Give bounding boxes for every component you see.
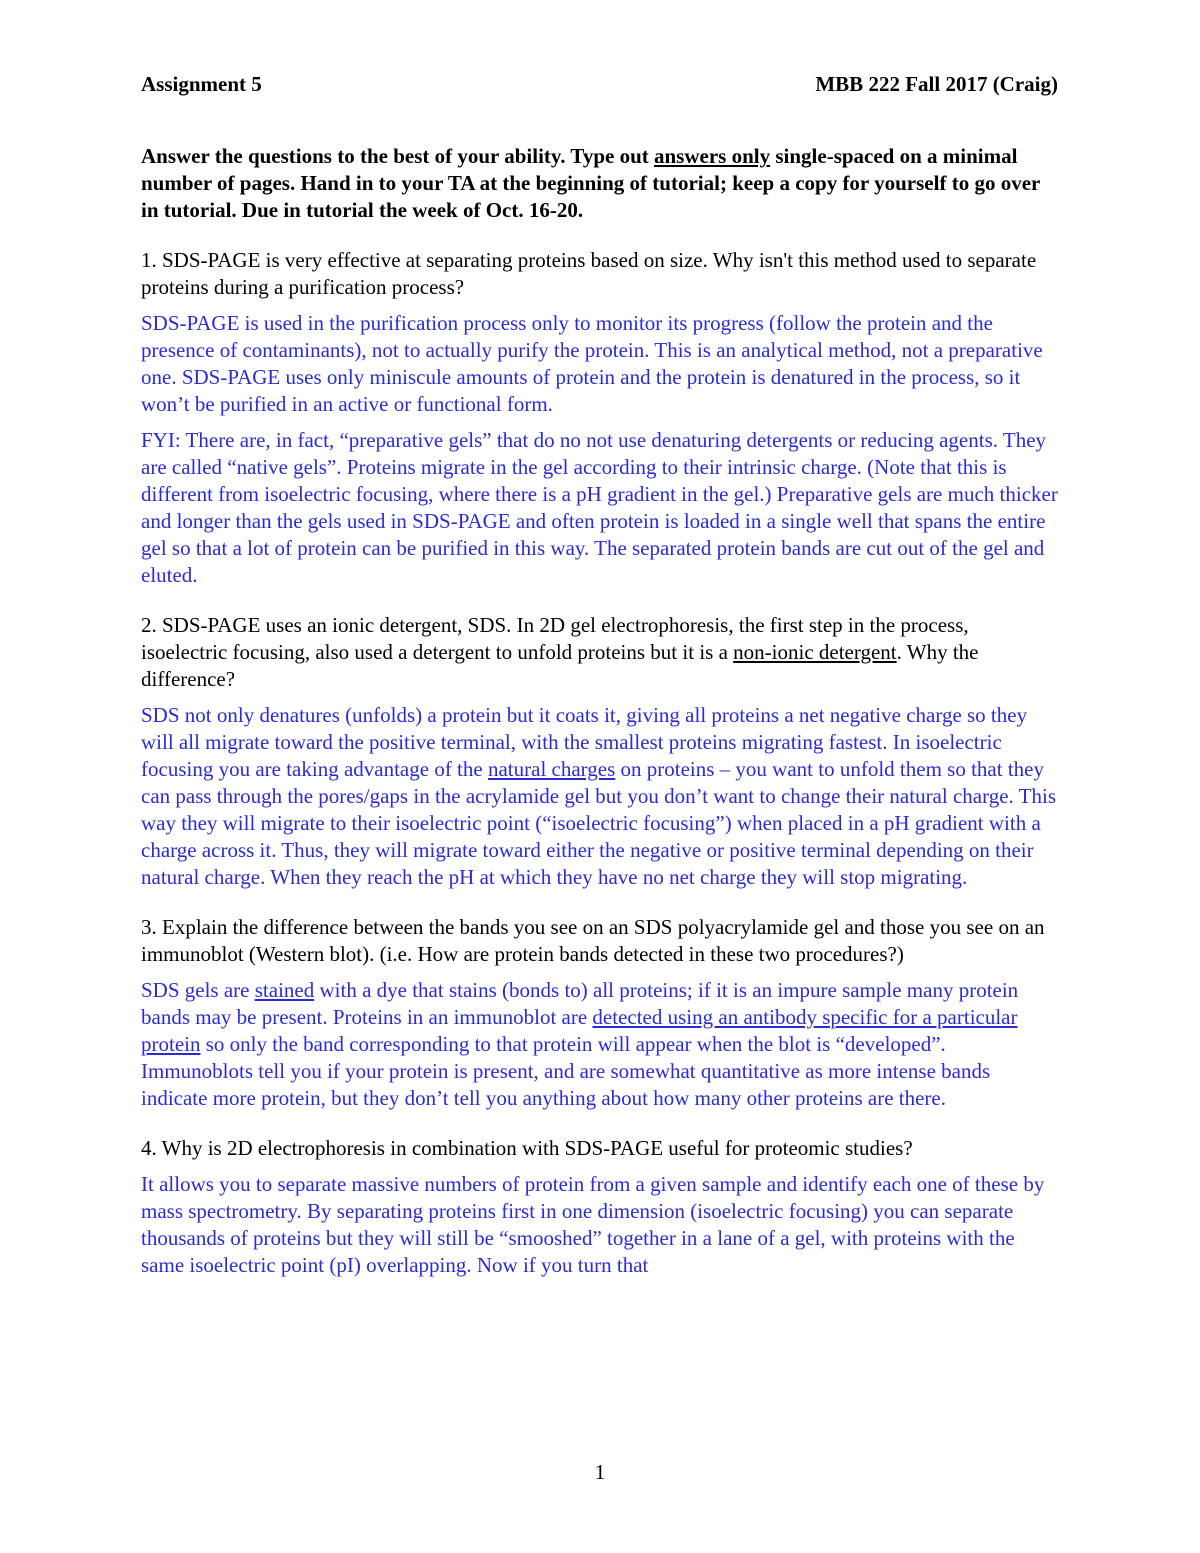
answer-2-underlined: natural charges: [487, 757, 616, 781]
question-2-text-2: . Why the difference?: [141, 640, 979, 691]
question-1: 1. SDS-PAGE is very effective at separating proteins based on size. Why isn't this method used to separate proteins during a purification process?: [141, 248, 1037, 299]
answer-3-underlined-1: stained: [254, 978, 315, 1002]
answer-3: [141, 977, 1059, 1112]
answer-2-text-2: on proteins – you want to unfold them so that they can pass through the pores/gaps in the acrylamide gel but you don’t want to change their natural charge. This way they will migrate to their isoelectric point (“isoelectric focusing”) when placed in a pH gradient with a charge across it. Thus, they will migrate toward either the negative or positive terminal depending on their natural charge. When they reach the pH at which they have no net charge they will stop migrating.: [141, 757, 1056, 889]
answer-1-paragraph-1: SDS-PAGE is used in the purification process only to monitor its progress (follow the protein and the presence of contaminants), not to actually purify the protein. This is an analytical method, not a preparative one. SDS-PAGE uses only miniscule amounts of protein and the protein is denatured in the process, so it won’t be purified in an active or functional form.: [141, 311, 1043, 416]
instructions-text-2: single-spaced on a minimal number of pages. Hand in to your TA at the beginning of tutorial; keep a copy for yourself to go over in tutorial. Due in tutorial the week of Oct. 16-20.: [141, 144, 1040, 222]
instructions-underlined: answers only: [654, 144, 771, 168]
answer-2: [141, 702, 1059, 891]
answer-3-text-1: SDS gels are: [141, 978, 255, 1002]
question-2-text-1: 2. SDS-PAGE uses an ionic detergent, SDS. In 2D gel electrophoresis, the first step in the process, isoelectric focusing, also used a detergent to unfold proteins but it is a: [141, 613, 969, 664]
course-title: MBB 222 Fall 2017 (Craig): [815, 72, 1058, 96]
instructions-text-1: Answer the questions to the best of your ability. Type out: [141, 144, 654, 168]
document-body: [141, 143, 1059, 1288]
question-3: 3. Explain the difference between the bands you see on an SDS polyacrylamide gel and those you see on an immunoblot (Western blot). (i.e. How are protein bands detected in these two procedures?): [141, 915, 1045, 966]
answer-3-underlined-2: detected using an antibody specific for a particular protein: [141, 1005, 1018, 1056]
answer-3-text-3: so only the band corresponding to that protein will appear when the blot is “developed”. Immunoblots tell you if your protein is present, and are somewhat quantitative as more intense bands indicate more protein, but they don’t tell you anything about how many other proteins are there.: [141, 1032, 991, 1110]
answer-4: It allows you to separate massive numbers of protein from a given sample and identify each one of these by mass spectrometry. By separating proteins first in one dimension (isoelectric focusing) you can separate thousands of proteins but they will still be “smooshed” together in a lane of a gel, with proteins with the same isoelectric point (pI) overlapping. Now if you turn that: [141, 1172, 1045, 1277]
instructions: [141, 143, 1059, 224]
question-4: 4. Why is 2D electrophoresis in combination with SDS-PAGE useful for proteomic studies?: [141, 1136, 913, 1160]
answer-3-text-2: with a dye that stains (bonds to) all proteins; if it is an impure sample many protein bands may be present. Proteins in an immunoblot are: [141, 978, 1019, 1029]
answer-2-text-1: SDS not only denatures (unfolds) a protein but it coats it, giving all proteins a net negative charge so they will all migrate toward the positive terminal, with the smallest proteins migrating fastest. In isoelectric focusing you are taking advantage of the: [141, 703, 1028, 781]
question-2: [141, 612, 1059, 693]
page-number: 1: [594, 1460, 606, 1484]
question-2-underlined: non-ionic detergent: [733, 640, 897, 664]
assignment-title: Assignment 5: [141, 72, 262, 96]
answer-1-paragraph-2: FYI: There are, in fact, “preparative gels” that do no not use denaturing detergents or reducing agents. They are called “native gels”. Proteins migrate in the gel according to their intrinsic charge. (Note that this is different from isoelectric focusing, where there is a pH gradient in the gel.) Preparative gels are much thicker and longer than the gels used in SDS-PAGE and often protein is loaded in a single well that spans the entire gel so that a lot of protein can be purified in this way. The separated protein bands are cut out of the gel and eluted.: [141, 428, 1058, 587]
